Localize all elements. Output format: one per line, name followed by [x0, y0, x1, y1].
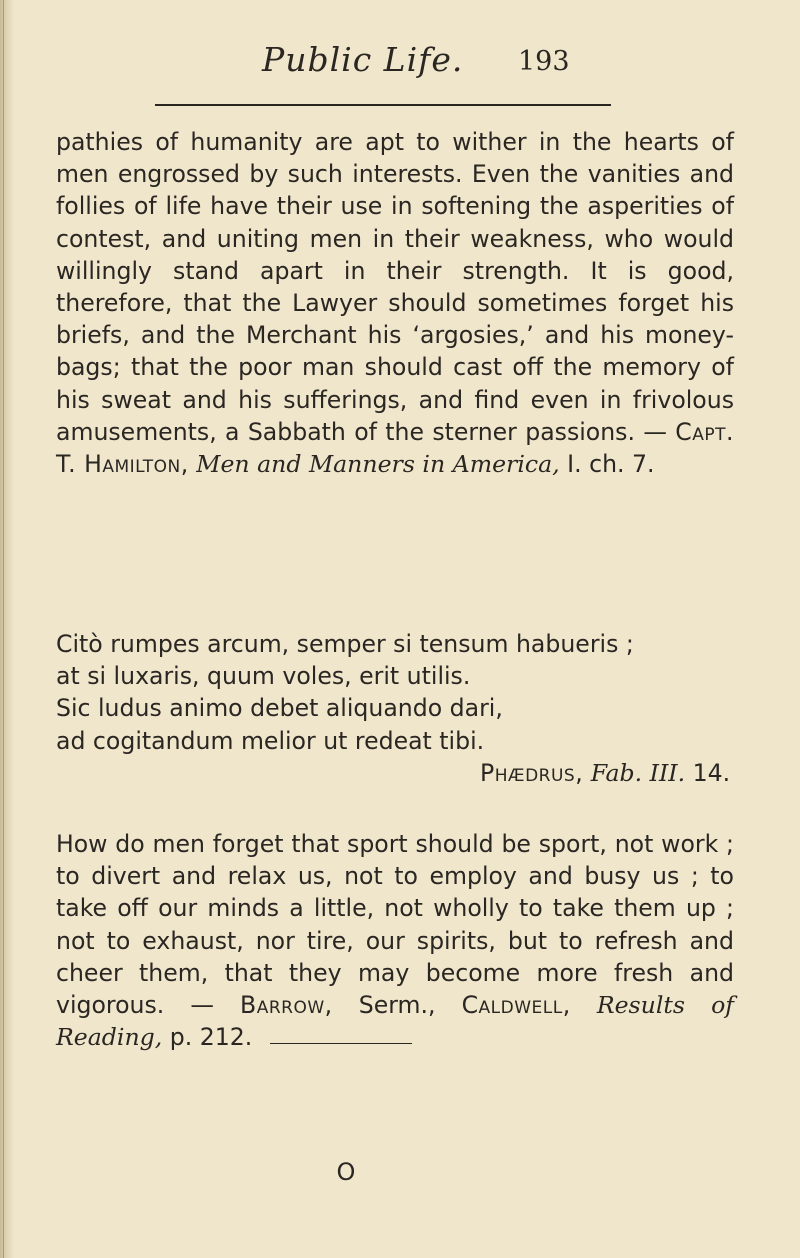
- citation-ref: p. 212.: [162, 1023, 253, 1052]
- citation-author: Capt. T. Hamilton,: [56, 417, 734, 479]
- passage-paragraph: [56, 126, 734, 480]
- signature-mark: O: [336, 1158, 356, 1186]
- citation-author: Caldwell,: [461, 991, 571, 1020]
- citation-ref: I. ch. 7.: [559, 450, 655, 479]
- header-rule: [155, 104, 611, 106]
- citation-author: Barrow,: [240, 991, 333, 1020]
- verse-line: Citò rumpes arcum, semper si tensum habueris ;: [56, 630, 634, 658]
- citation-work: Men and Manners in America,: [196, 450, 560, 479]
- page-edge: [0, 0, 14, 1258]
- verse-line: ad cogitandum melior ut redeat tibi.: [56, 726, 485, 755]
- verse-phaedrus: [56, 628, 734, 789]
- citation-author: Phædrus,: [480, 758, 584, 787]
- verse-line: Sic ludus animo debet aliquando dari,: [56, 694, 503, 723]
- verse-attribution: [56, 757, 734, 789]
- page-header: [150, 40, 650, 90]
- footer-rule: [270, 1043, 412, 1044]
- citation-work: Results of Reading,: [56, 991, 735, 1052]
- running-head: Public Life.: [262, 40, 464, 79]
- citation-work: Fab. III.: [590, 758, 686, 787]
- passage-barrow: [56, 828, 734, 1053]
- citation-mid: Serm.,: [332, 991, 462, 1020]
- page-number: 193: [518, 46, 570, 77]
- verse-line: at si luxaris, quum voles, erit utilis.: [56, 662, 471, 691]
- passage-text: pathies of humanity are apt to wither in the hearts of men engrossed by such interests. Even the vanities and follies of life have their use in softening the asperities of contest, and uniting men in their weakness, who would willingly stand apart in their strength. It is good, therefore, that the Lawyer should sometimes forget his briefs, and the Merchant his ‘argosies,’ and his money-bags; that the poor man should cast off the memory of his sweat and his sufferings, and find even in frivolous amusements, a Sabbath of the sterner passions. —: [56, 128, 734, 446]
- passage-hamilton: [56, 126, 734, 480]
- citation-ref: 14.: [685, 758, 731, 787]
- passage-paragraph: [56, 828, 734, 1053]
- passage-text: How do men forget that sport should be sport, not work ; to divert and relax us, not to employ and busy us ; to take off our minds a little, not wholly to take them up ; not to exhaust, nor tire, our spirits, but to refresh and cheer them, that they may become more fresh and vigorous. —: [56, 830, 734, 1020]
